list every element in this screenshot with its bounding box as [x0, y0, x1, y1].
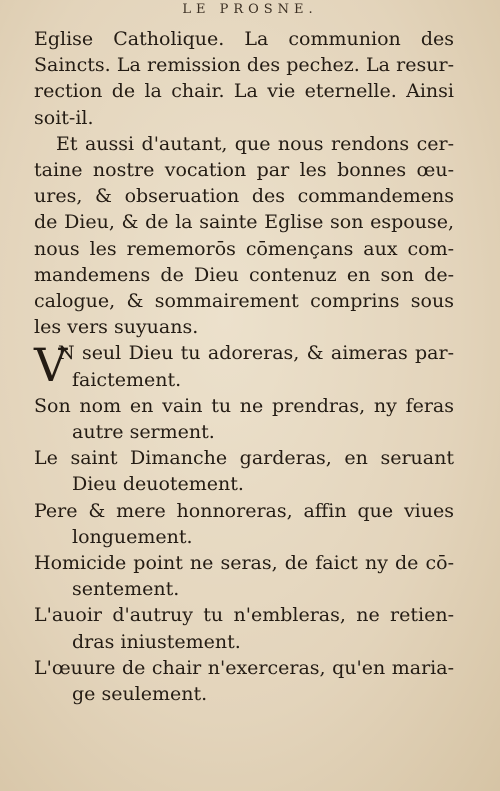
text-line: Et aussi d'autant, que nous rendons cer-	[56, 132, 454, 155]
text-line: rection de la chair. La vie eternelle. Ainsi	[34, 80, 454, 103]
text-line: taine nostre vocation par les bonnes œu-	[34, 159, 454, 182]
verse-line: Son nom en vain tu ne prendras, ny feras	[34, 394, 454, 417]
text-line: calogue, & sommairement comprins sous	[34, 290, 454, 313]
verse-line: faictement.	[72, 368, 182, 391]
commandment-verse	[34, 602, 454, 654]
verse-line: dras iniustement.	[72, 630, 241, 653]
verse-line: Pere & mere honnoreras, affin que viues	[34, 499, 454, 522]
text-line: mandemens de Dieu contenuz en son de-	[34, 263, 454, 286]
paragraph-commandments-intro	[34, 131, 454, 341]
text-line: ures, & obseruation des commandemens	[34, 185, 454, 208]
verse-line: longuement.	[72, 525, 193, 548]
page-text	[34, 26, 454, 707]
verse-line: Le saint Dimanche garderas, en seruant	[34, 447, 454, 470]
commandment-verse	[34, 498, 454, 550]
text-line: de Dieu, & de la sainte Eglise son espouse,	[34, 211, 454, 234]
verse-line: Homicide point ne seras, de faict ny de cō-	[34, 552, 454, 575]
verse-line: L'œuure de chair n'exerceras, qu'en maria-	[34, 656, 454, 679]
commandment-verse	[34, 550, 454, 602]
running-header: LE PROSNE.	[182, 2, 318, 17]
commandment-verse	[34, 393, 454, 445]
verse-line: sentement.	[72, 578, 180, 601]
verse-line: Dieu deuotement.	[72, 473, 244, 496]
drop-cap: V	[34, 338, 68, 393]
text-line: soit-il.	[34, 106, 94, 129]
text-line: les vers suyuans.	[34, 316, 199, 339]
verse-line: N seul Dieu tu adoreras, & aimeras par-	[58, 342, 454, 365]
text-line: Saincts. La remission des pechez. La resur-	[34, 54, 454, 77]
verse-line: autre serment.	[72, 421, 215, 444]
commandment-verse-1	[34, 340, 454, 392]
commandment-verse	[34, 655, 454, 707]
verse-line: L'auoir d'autruy tu n'embleras, ne retien-	[34, 604, 454, 627]
paragraph-creed-end	[34, 26, 454, 131]
text-line: Eglise Catholique. La communion des	[34, 28, 454, 50]
text-line: nous les rememorōs cōmençans aux com-	[34, 237, 454, 260]
commandment-verse	[34, 445, 454, 497]
verse-line: ge seulement.	[72, 683, 208, 706]
